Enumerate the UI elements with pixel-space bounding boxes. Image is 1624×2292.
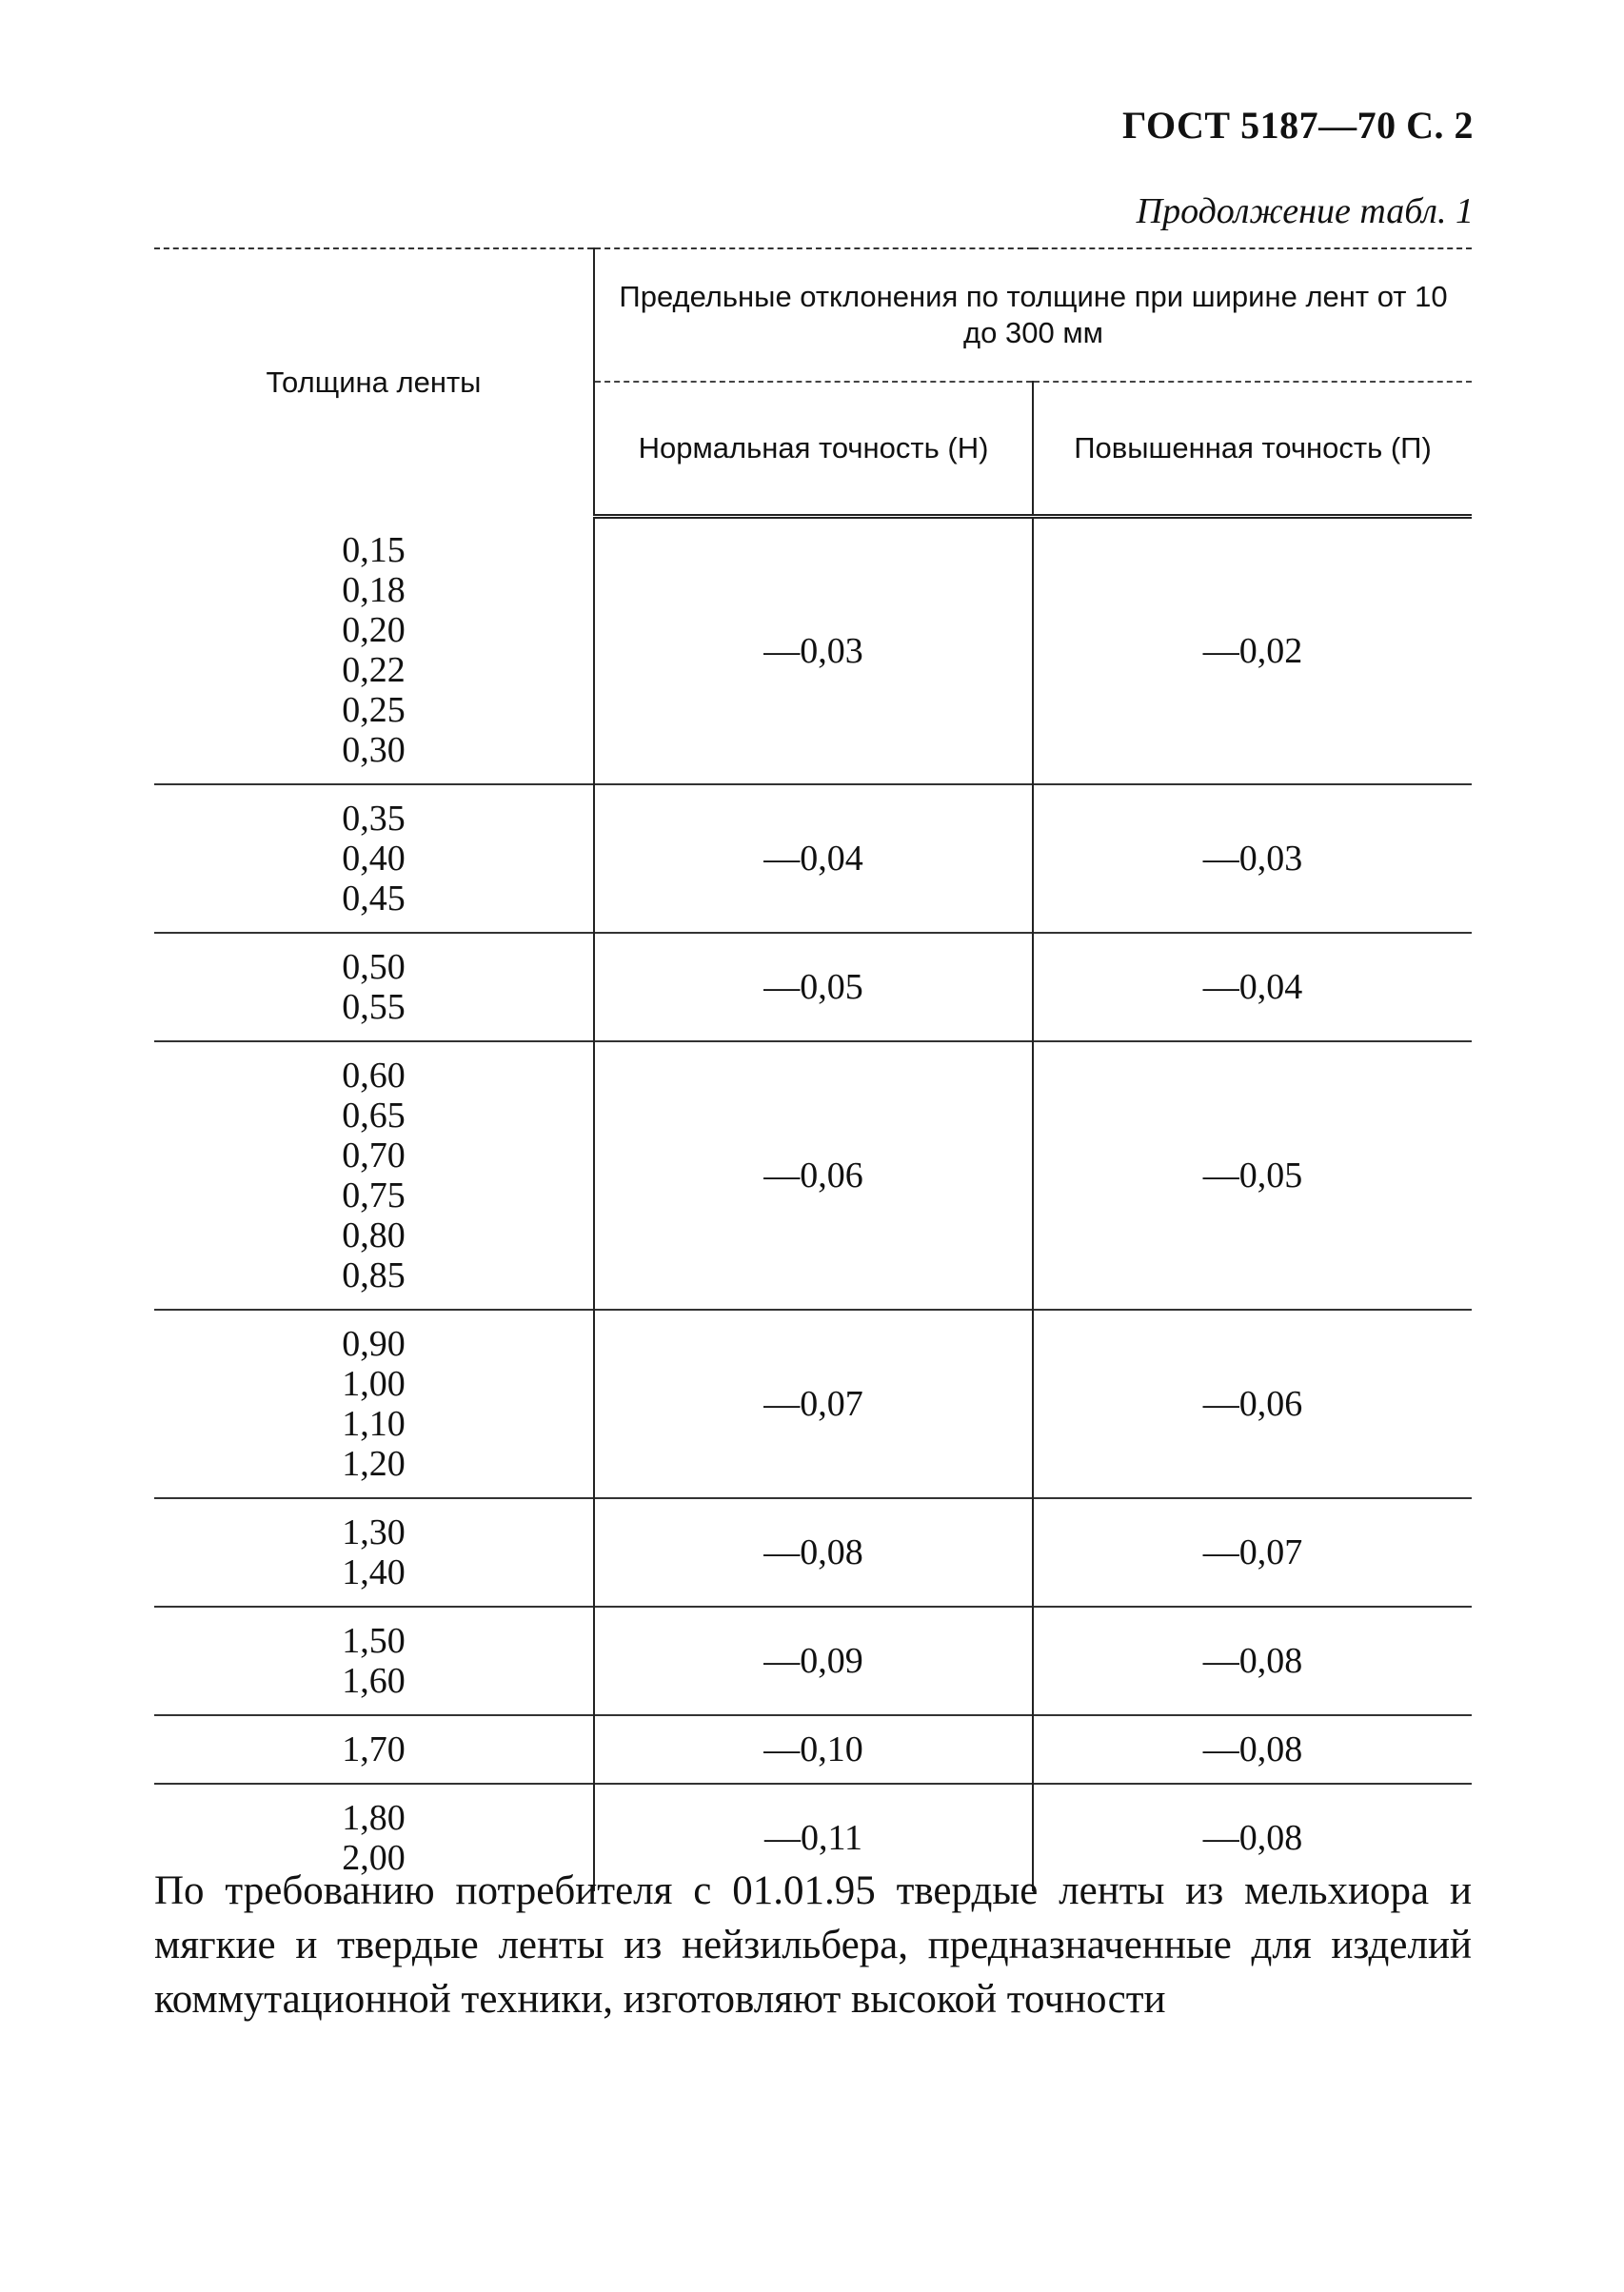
thickness-value: 0,25	[342, 689, 406, 730]
thickness-value: 1,80	[342, 1797, 406, 1838]
table-body	[154, 517, 1472, 1891]
thickness-cell	[154, 1498, 594, 1607]
thickness-value: 0,18	[342, 569, 406, 610]
normal-deviation-cell: —0,04	[594, 784, 1033, 933]
thickness-value: 1,30	[342, 1512, 406, 1552]
page-header: ГОСТ 5187—70 С. 2	[1121, 104, 1474, 147]
thickness-value: 0,55	[342, 986, 406, 1027]
table-row	[154, 1310, 1472, 1498]
thickness-cell	[154, 933, 594, 1041]
table-row	[154, 1607, 1472, 1715]
tolerance-table	[154, 247, 1472, 1891]
increased-deviation-cell: —0,06	[1033, 1310, 1472, 1498]
thickness-value: 2,00	[342, 1837, 406, 1878]
thickness-value: 0,40	[342, 838, 406, 879]
thickness-value: 1,50	[342, 1620, 406, 1661]
thickness-value: 0,70	[342, 1135, 406, 1176]
increased-deviation-cell: —0,08	[1033, 1784, 1472, 1891]
thickness-value: 0,45	[342, 878, 406, 919]
increased-deviation-cell: —0,08	[1033, 1715, 1472, 1784]
thickness-value: 1,10	[342, 1403, 406, 1444]
thickness-value: 0,35	[342, 798, 406, 839]
header-thickness: Толщина ленты	[154, 248, 594, 517]
thickness-value: 1,00	[342, 1363, 406, 1404]
normal-deviation-cell: —0,11	[594, 1784, 1033, 1891]
thickness-cell	[154, 517, 594, 784]
thickness-cell	[154, 1310, 594, 1498]
increased-deviation-cell: —0,07	[1033, 1498, 1472, 1607]
increased-deviation-cell: —0,02	[1202, 630, 1303, 671]
thickness-value: 1,40	[342, 1551, 406, 1592]
increased-deviation-cell: —0,05	[1033, 1041, 1472, 1310]
thickness-value: 0,20	[342, 609, 406, 650]
table-continuation-label: Продолжение табл. 1	[1136, 191, 1474, 231]
normal-deviation-cell: —0,06	[594, 1041, 1033, 1310]
table-row	[154, 1041, 1472, 1310]
thickness-value: 0,90	[342, 1323, 406, 1364]
table-row	[154, 517, 1472, 784]
thickness-value: 0,15	[342, 529, 406, 570]
table-row	[154, 784, 1472, 933]
header-deviation-group: Предельные отклонения по толщине при ширине лент от 10 до 300 мм	[594, 248, 1472, 382]
table-row	[154, 1715, 1472, 1784]
increased-deviation-cell: —0,04	[1033, 933, 1472, 1041]
thickness-value: 1,70	[342, 1729, 406, 1769]
table-row	[154, 933, 1472, 1041]
thickness-value: 0,22	[342, 649, 406, 690]
thickness-value: 1,20	[342, 1443, 406, 1484]
thickness-value: 0,30	[342, 729, 406, 770]
normal-deviation-cell: —0,09	[594, 1607, 1033, 1715]
normal-deviation-cell: —0,03	[594, 517, 1033, 784]
thickness-cell	[154, 784, 594, 933]
thickness-value: 0,65	[342, 1095, 406, 1136]
thickness-cell	[154, 1715, 594, 1784]
increased-deviation-cell: —0,03	[1033, 784, 1472, 933]
table-row	[154, 1498, 1472, 1607]
normal-deviation-cell: —0,08	[594, 1498, 1033, 1607]
header-normal-accuracy: Нормальная точность (Н)	[594, 382, 1033, 517]
thickness-value: 0,50	[342, 946, 406, 987]
body-paragraph: По требованию потребителя с 01.01.95 твердые ленты из мельхиора и мягкие и твердые ленты из нейзильбера, предназначенные для изделий коммутационной техники, изготовляют высокой точности	[154, 1868, 1472, 2022]
thickness-cell	[154, 1041, 594, 1310]
thickness-value: 0,80	[342, 1215, 406, 1255]
thickness-cell	[154, 1607, 594, 1715]
thickness-value: 0,60	[342, 1055, 406, 1096]
tolerance-table-container	[154, 247, 1472, 1891]
header-increased-accuracy: Повышенная точность (П)	[1033, 382, 1472, 517]
thickness-value: 0,75	[342, 1175, 406, 1215]
thickness-value: 0,85	[342, 1255, 406, 1295]
increased-deviation-cell: —0,08	[1033, 1607, 1472, 1715]
normal-deviation-cell: —0,07	[594, 1310, 1033, 1498]
normal-deviation-cell: —0,10	[594, 1715, 1033, 1784]
thickness-value: 1,60	[342, 1660, 406, 1701]
normal-deviation-cell: —0,05	[594, 933, 1033, 1041]
